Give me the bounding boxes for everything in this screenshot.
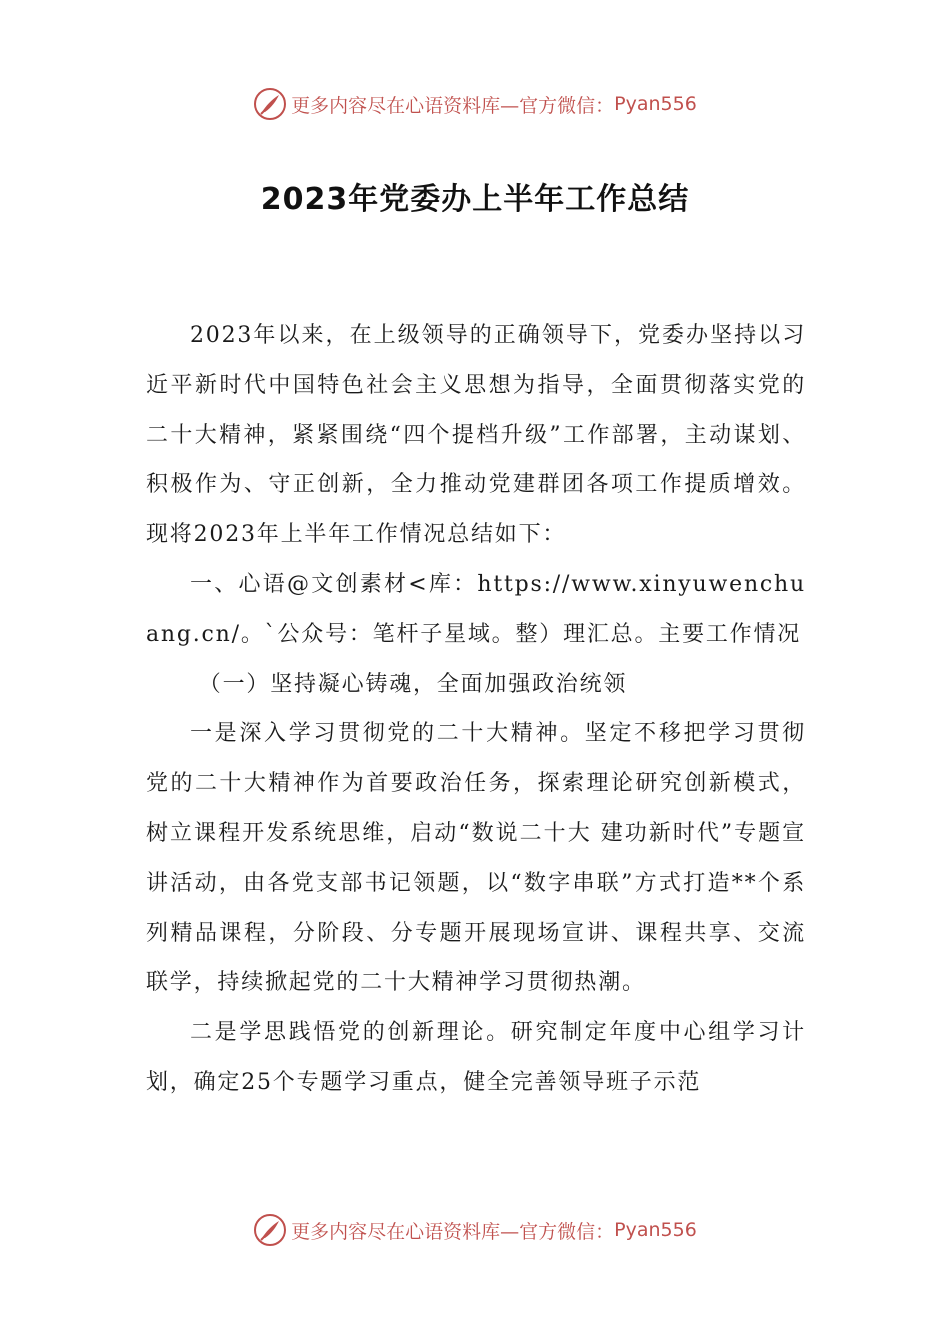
- paragraph-point-1: 一是深入学习贯彻党的二十大精神。坚定不移把学习贯彻党的二十大精神作为首要政治任务，探索理论研究创新模式，树立课程开发系统思维，启动“数说二十大 建功新时代”专题宣讲活动，由各党支部书记领题，以“数字串联”方式打造**个系列精品课程，分阶段、分专题开展现场宣讲、课程共享、交流联学，持续掀起党的二十大精神学习贯彻热潮。: [146, 721, 806, 996]
- section-heading-1: 一、心语@文创素材<库：https://www.xinyuwenchuang.cn/。`公众号：笔杆子星域。整）理汇总。主要工作情况: [146, 571, 806, 647]
- document-body: [146, 311, 806, 1108]
- footer-watermark: [0, 1210, 950, 1250]
- subsection-heading-1: （一）坚持凝心铸魂，全面加强政治统领: [198, 671, 628, 697]
- watermark-text: 更多内容尽在心语资料库—官方微信：: [291, 1220, 615, 1243]
- watermark-contact: Pyan556: [614, 1219, 697, 1241]
- header-watermark: [0, 84, 950, 124]
- document-title: 2023年党委办上半年工作总结: [260, 182, 690, 217]
- quill-pen-icon: [253, 87, 287, 121]
- paragraph-point-2: 二是学思践悟党的创新理论。研究制定年度中心组学习计划，确定25个专题学习重点，健全完善领导班子示范: [146, 1020, 806, 1095]
- watermark-text: 更多内容尽在心语资料库—官方微信：: [291, 94, 615, 117]
- watermark-contact: Pyan556: [614, 93, 697, 115]
- quill-pen-icon: [253, 1213, 287, 1247]
- paragraph-intro: 2023年以来，在上级领导的正确领导下，党委办坚持以习近平新时代中国特色社会主义思想为指导，全面贯彻落实党的二十大精神，紧紧围绕“四个提档升级”工作部署，主动谋划、积极作为、守正创新，全力推动党建群团各项工作提质增效。现将2023年上半年工作情况总结如下：: [146, 323, 806, 548]
